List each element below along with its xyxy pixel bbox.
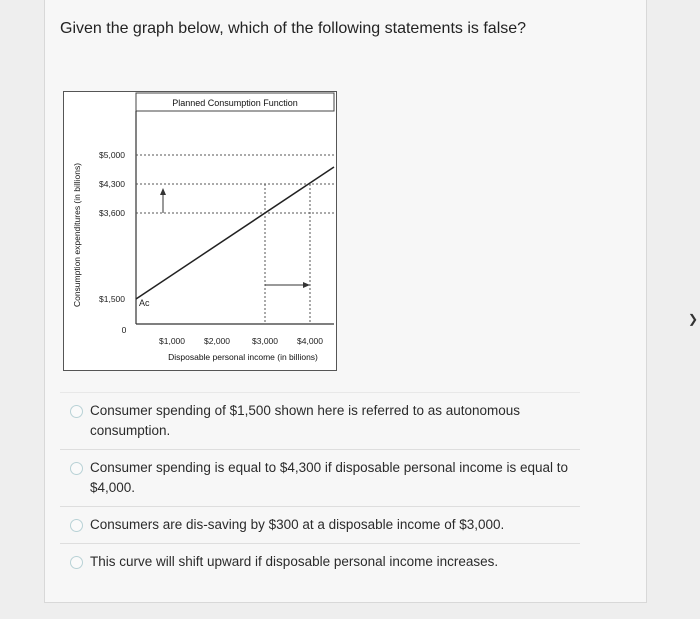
y-tick-label: $3,600 bbox=[99, 208, 125, 218]
y-tick-label: $4,300 bbox=[99, 179, 125, 189]
graph-figure bbox=[63, 91, 337, 371]
answer-option[interactable] bbox=[60, 392, 580, 449]
radio-button[interactable] bbox=[70, 556, 83, 569]
x-axis-label: Disposable personal income (in billions) bbox=[168, 352, 318, 362]
x-tick-label: $1,000 bbox=[159, 336, 185, 346]
y-axis-label: Consumption expenditures (in billions) bbox=[72, 162, 82, 308]
y-tick-label: $1,500 bbox=[99, 294, 125, 304]
answer-option[interactable] bbox=[60, 449, 580, 506]
consumption-line bbox=[136, 167, 334, 299]
up-arrow-icon bbox=[160, 188, 166, 195]
x-tick-label: $3,000 bbox=[252, 336, 278, 346]
option-text: This curve will shift upward if disposable personal income increases. bbox=[90, 554, 499, 569]
chevron-right-icon[interactable]: ❯ bbox=[687, 312, 698, 326]
reference-lines bbox=[136, 155, 334, 324]
x-tick-label: $4,000 bbox=[297, 336, 323, 346]
option-text: Consumer spending is equal to $4,300 if disposable personal income is equal to $4,000. bbox=[90, 460, 569, 495]
answer-option[interactable] bbox=[60, 506, 580, 543]
radio-button[interactable] bbox=[70, 462, 83, 475]
tick-layer bbox=[99, 150, 323, 346]
autonomous-consumption-label: Ac bbox=[139, 298, 150, 308]
origin-label: 0 bbox=[121, 325, 127, 335]
answer-options bbox=[60, 392, 580, 580]
radio-button[interactable] bbox=[70, 405, 83, 418]
right-arrow-icon bbox=[303, 282, 310, 288]
radio-button[interactable] bbox=[70, 519, 83, 532]
option-text: Consumer spending of $1,500 shown here is referred to as autonomous consumption. bbox=[90, 403, 521, 438]
graph-title: Planned Consumption Function bbox=[172, 98, 298, 108]
option-text: Consumers are dis-saving by $300 at a disposable income of $3,000. bbox=[90, 517, 505, 532]
answer-option[interactable] bbox=[60, 543, 580, 580]
y-tick-label: $5,000 bbox=[99, 150, 125, 160]
x-tick-label: $2,000 bbox=[204, 336, 230, 346]
question-text: Given the graph below, which of the following statements is false? bbox=[60, 20, 527, 37]
consumption-chart bbox=[64, 92, 336, 370]
